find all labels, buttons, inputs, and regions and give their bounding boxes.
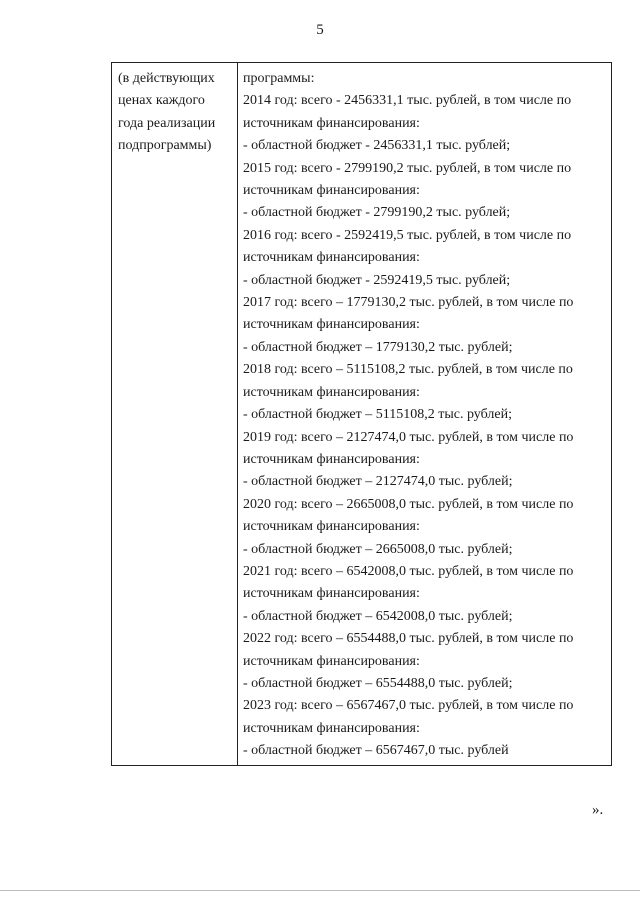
funding-line: источникам финансирования: — [243, 250, 420, 266]
funding-line: - областной бюджет – 2127474,0 тыс. рублей; — [243, 474, 513, 490]
label-line: ценах каждого — [118, 93, 205, 109]
funding-line: 2015 год: всего - 2799190,2 тыс. рублей, в том числе по — [243, 160, 572, 176]
funding-line: - областной бюджет – 6554488,0 тыс. рублей; — [243, 675, 513, 691]
funding-line: 2014 год: всего - 2456331,1 тыс. рублей, в том числе по — [243, 93, 572, 109]
funding-line: 2022 год: всего – 6554488,0 тыс. рублей, в том числе по — [243, 631, 574, 647]
funding-line: источникам финансирования: — [243, 451, 420, 467]
column-divider — [237, 63, 238, 765]
funding-line: - областной бюджет – 1779130,2 тыс. рублей; — [243, 339, 513, 355]
funding-line: - областной бюджет – 6542008,0 тыс. рублей; — [243, 608, 513, 624]
funding-line: источникам финансирования: — [243, 653, 420, 669]
funding-line: 2019 год: всего – 2127474,0 тыс. рублей, в том числе по — [243, 429, 574, 445]
funding-details-cell — [243, 68, 607, 763]
label-line: года реализации — [118, 115, 216, 131]
label-line: подпрограммы) — [118, 138, 212, 154]
funding-line: - областной бюджет – 2665008,0 тыс. рублей; — [243, 541, 513, 557]
funding-line: - областной бюджет - 2456331,1 тыс. рублей; — [243, 138, 511, 154]
funding-line: 2023 год: всего – 6567467,0 тыс. рублей, в том числе по — [243, 698, 574, 714]
funding-line: - областной бюджет – 5115108,2 тыс. рублей; — [243, 407, 512, 423]
funding-line: 2018 год: всего – 5115108,2 тыс. рублей, в том числе по — [243, 362, 573, 378]
funding-line: источникам финансирования: — [243, 519, 420, 535]
bottom-rule — [0, 890, 640, 891]
funding-line: источникам финансирования: — [243, 115, 420, 131]
funding-table — [111, 62, 612, 766]
funding-line: - областной бюджет - 2592419,5 тыс. рублей; — [243, 272, 511, 288]
funding-line: 2016 год: всего - 2592419,5 тыс. рублей, в том числе по — [243, 227, 572, 243]
closing-quote: ». — [592, 802, 604, 818]
funding-line: - областной бюджет - 2799190,2 тыс. рублей; — [243, 205, 511, 221]
funding-line: источникам финансирования: — [243, 720, 420, 736]
funding-line: 2021 год: всего – 6542008,0 тыс. рублей, в том числе по — [243, 563, 574, 579]
label-cell — [118, 68, 234, 158]
funding-line: источникам финансирования: — [243, 183, 420, 199]
funding-line: 2020 год: всего – 2665008,0 тыс. рублей, в том числе по — [243, 496, 574, 512]
funding-line: программы: — [243, 71, 315, 86]
funding-line: - областной бюджет – 6567467,0 тыс. рублей — [243, 743, 509, 759]
funding-line: 2017 год: всего – 1779130,2 тыс. рублей, в том числе по — [243, 295, 574, 311]
funding-line: источникам финансирования: — [243, 384, 420, 400]
funding-line: источникам финансирования: — [243, 317, 420, 333]
label-line: (в действующих — [118, 71, 215, 86]
funding-line: источникам финансирования: — [243, 586, 420, 602]
page-number: 5 — [316, 22, 324, 38]
